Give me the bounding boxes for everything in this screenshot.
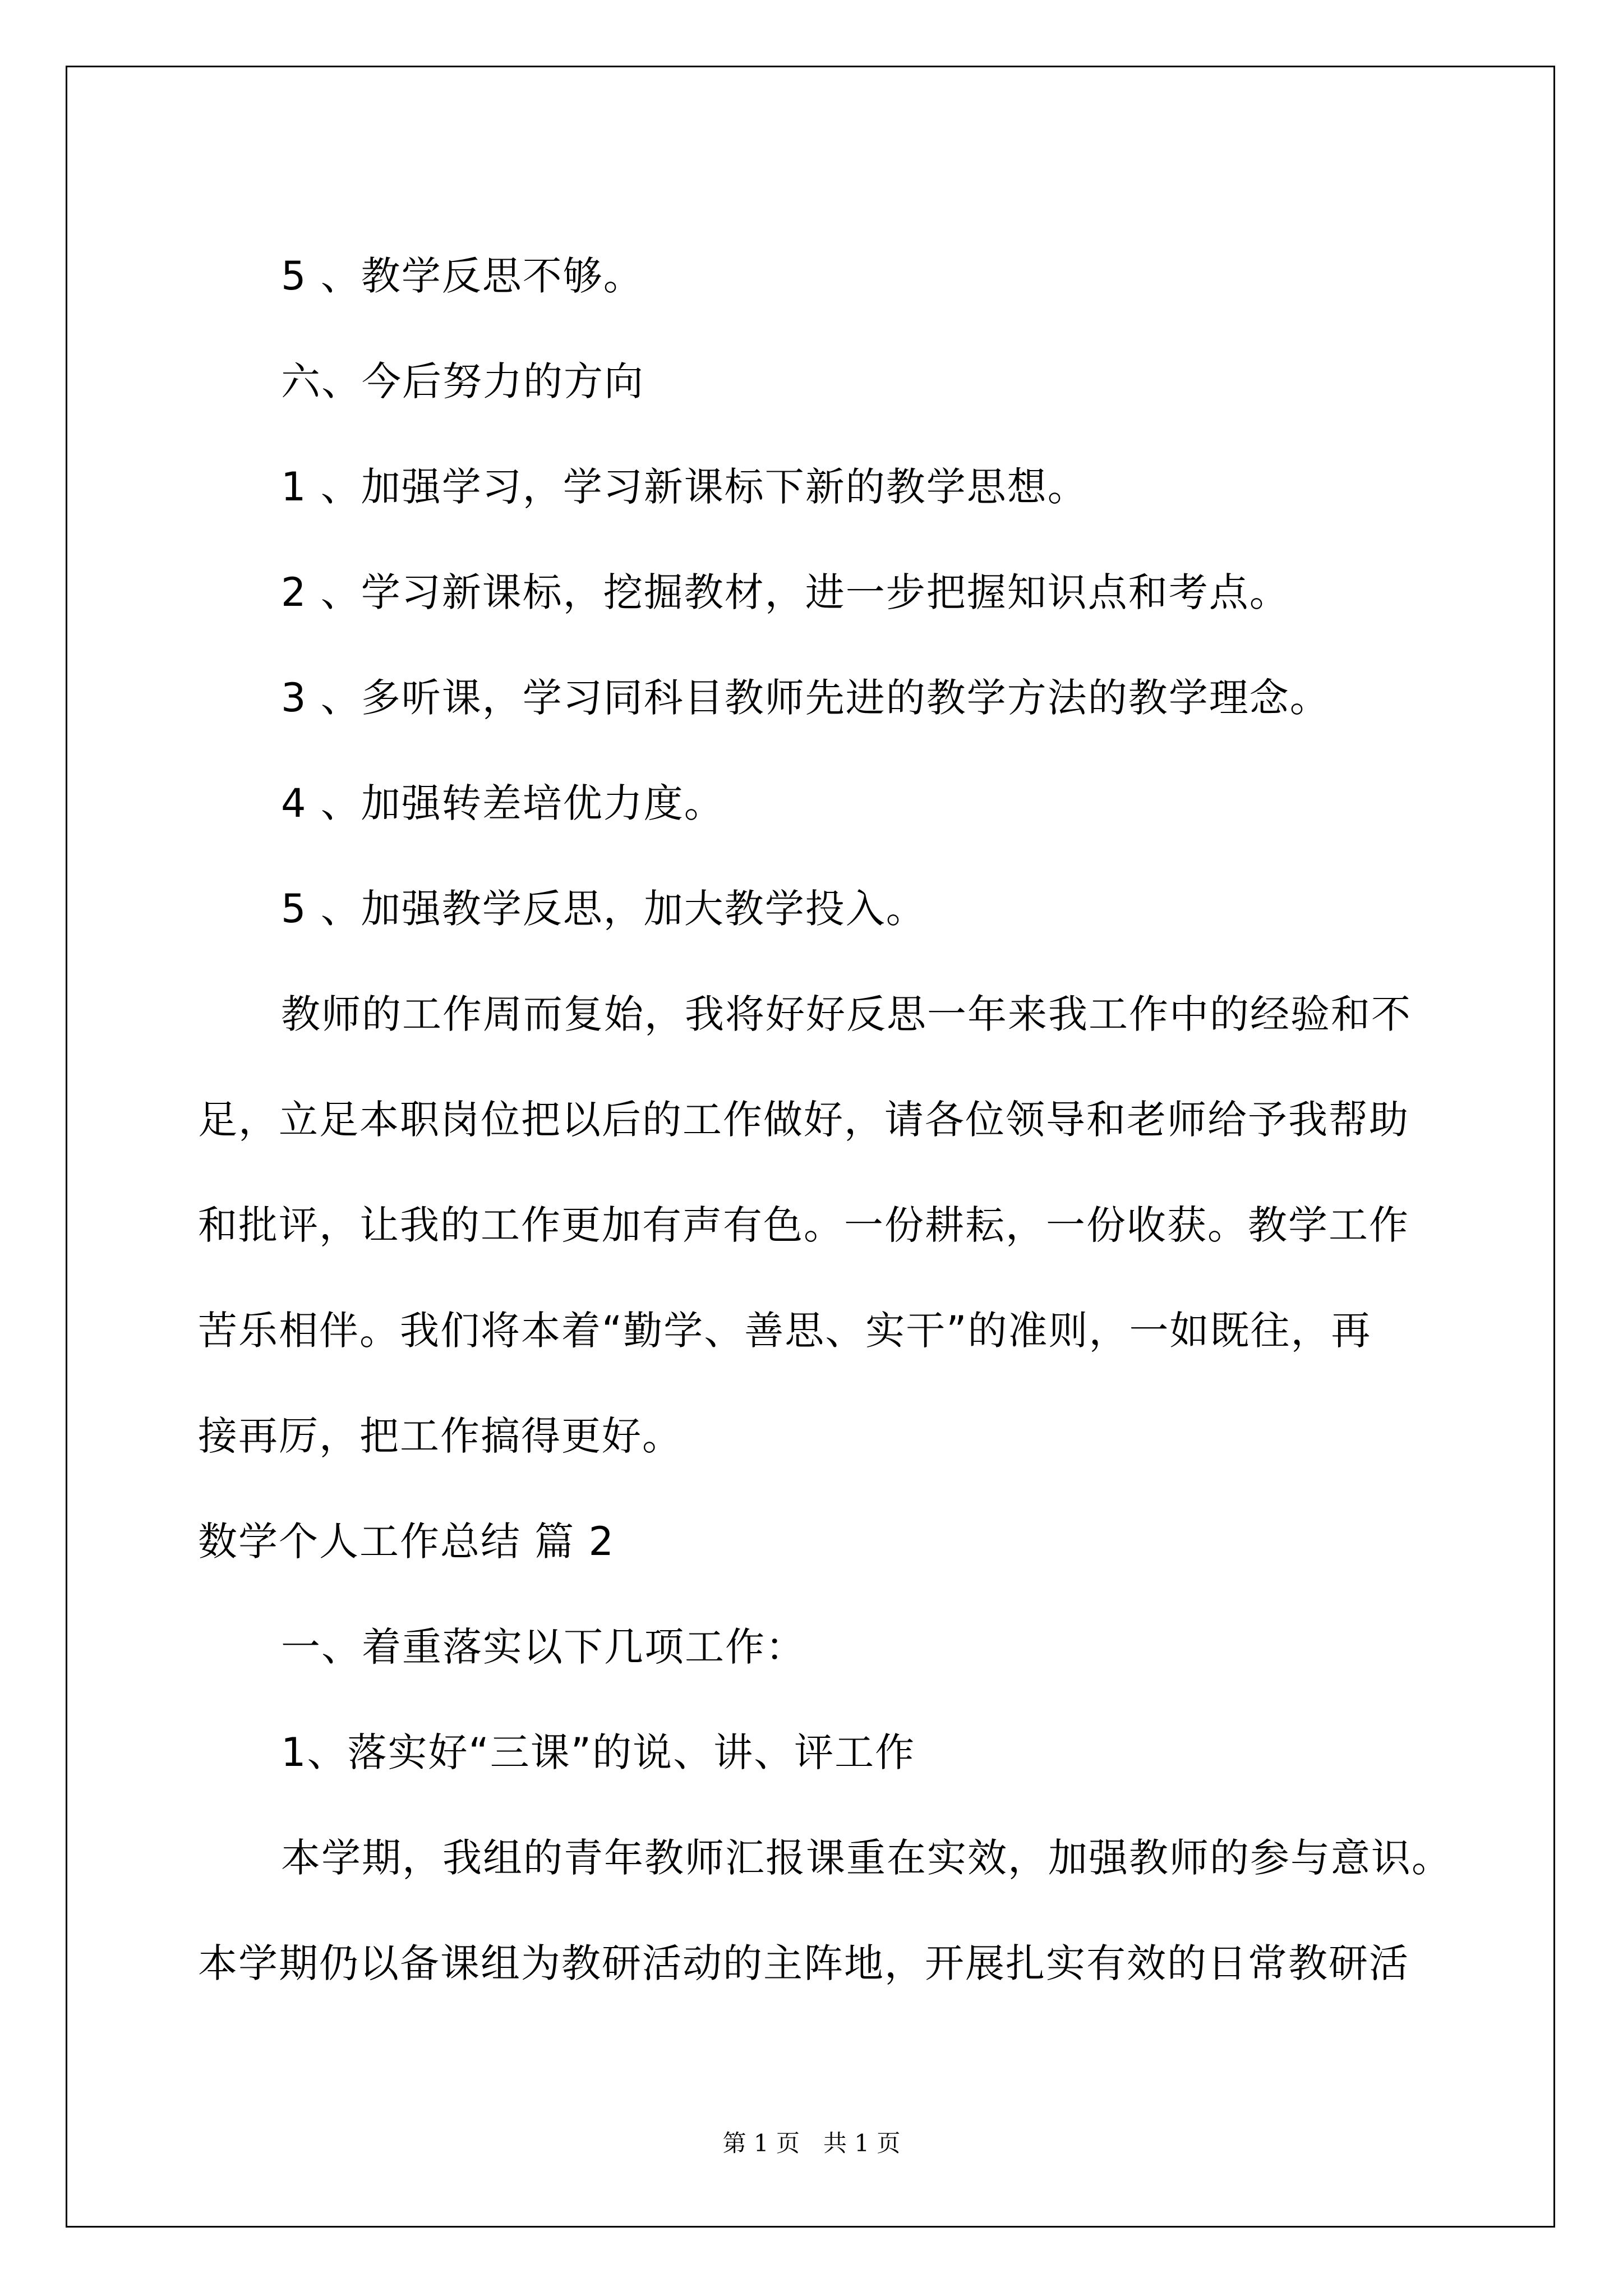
text-line: 5 、教学反思不够。 xyxy=(281,253,644,299)
list-item: 2 、学习新课标，挖掘教材，进一步把握知识点和考点。 xyxy=(281,569,1290,615)
list-item: 5 、加强教学反思，加大教学投入。 xyxy=(281,886,926,932)
subsection-heading: 1、落实好“三课”的说、讲、评工作 xyxy=(281,1729,916,1775)
paragraph-line: 接再厉，把工作搞得更好。 xyxy=(198,1413,683,1459)
paragraph-line: 苦乐相伴。我们将本着“勤学、善思、实干”的准则，一如既往，再 xyxy=(198,1308,1372,1354)
section-heading: 六、今后努力的方向 xyxy=(281,358,644,404)
paragraph-line: 教师的工作周而复始，我将好好反思一年来我工作中的经验和不 xyxy=(281,991,1412,1037)
paragraph-line: 和批评，让我的工作更加有声有色。一份耕耘，一份收获。教学工作 xyxy=(198,1202,1409,1248)
paragraph-line: 本学期仍以备课组为教研活动的主阵地，开展扎实有效的日常教研活 xyxy=(198,1940,1409,1986)
list-item: 4 、加强转差培优力度。 xyxy=(281,780,725,826)
article-title: 数学个人工作总结 篇 2 xyxy=(198,1519,615,1565)
paragraph-line: 足，立足本职岗位把以后的工作做好，请各位领导和老师给予我帮助 xyxy=(198,1097,1409,1143)
section-heading: 一、着重落实以下几项工作： xyxy=(281,1624,806,1670)
paragraph-line: 本学期，我组的青年教师汇报课重在实效，加强教师的参与意识。 xyxy=(281,1835,1452,1881)
document-body xyxy=(198,223,1452,2016)
list-item: 3 、多听课，学习同科目教师先进的教学方法的教学理念。 xyxy=(281,675,1330,721)
page-footer: 第 1 页 共 1 页 xyxy=(722,2129,901,2157)
list-item: 1 、加强学习，学习新课标下新的教学思想。 xyxy=(281,464,1088,510)
